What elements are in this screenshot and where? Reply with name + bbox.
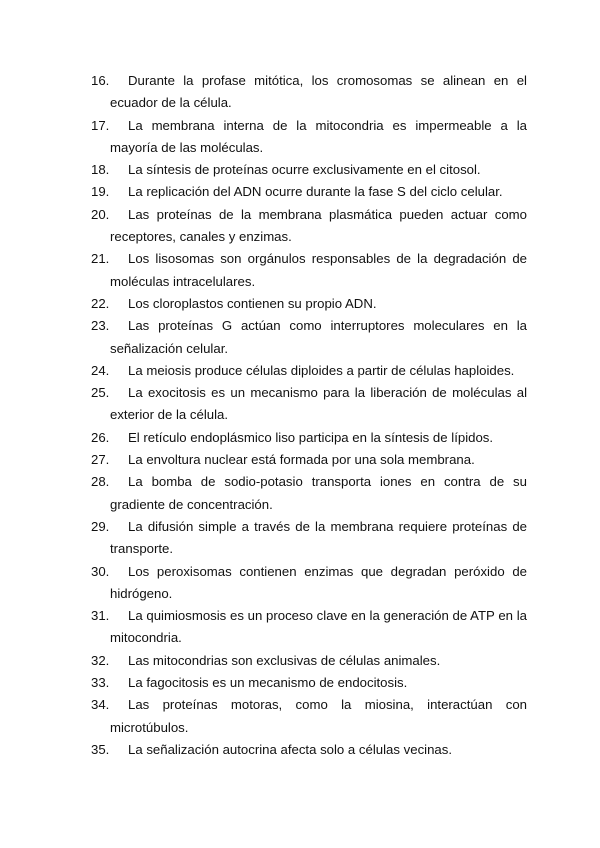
item-text: La exocitosis es un mecanismo para la liberación de moléculas al exterior de la célula. [110,385,527,423]
item-text: Las mitocondrias son exclusivas de células animales. [128,652,441,668]
item-number: 28. [91,474,110,490]
list-item [91,427,527,449]
item-text: Los peroxisomas contienen enzimas que degradan peróxido de hidrógeno. [110,563,527,601]
item-number: 19. [91,184,110,200]
list-item [91,449,527,471]
item-text: La meiosis produce células diploides a partir de células haploides. [128,362,515,378]
list-item [91,672,527,694]
list-item [91,516,527,561]
item-text: La difusión simple a través de la membrana requiere proteínas de transporte. [110,518,527,557]
item-number: 27. [91,452,110,468]
item-number: 21. [91,251,110,267]
list-item [91,181,527,203]
item-number: 30. [91,563,110,579]
list-item [91,70,527,115]
list-item [91,360,527,382]
item-text: La síntesis de proteínas ocurre exclusivamente en el citosol. [128,162,481,178]
item-text: La fagocitosis es un mecanismo de endocitosis. [128,675,408,691]
item-text: La bomba de sodio-potasio transporta iones en contra de su gradiente de concentración. [110,474,527,512]
item-number: 34. [91,697,110,713]
item-number: 33. [91,675,110,691]
item-text: Los cloroplastos contienen su propio ADN. [128,295,377,311]
list-item [91,293,527,315]
list-item [91,650,527,672]
item-number: 24. [91,362,110,378]
statement-list [91,70,527,761]
item-text: La envoltura nuclear está formada por una sola membrana. [128,452,475,468]
item-text: La quimiosmosis es un proceso clave en la generación de ATP en la mitocondria. [110,608,527,646]
list-item [91,159,527,181]
list-item [91,115,527,160]
list-item [91,605,527,650]
item-number: 18. [91,162,110,178]
list-item [91,561,527,606]
item-number: 20. [91,206,110,222]
item-number: 17. [91,117,110,133]
item-text: La replicación del ADN ocurre durante la fase S del ciclo celular. [128,184,503,200]
item-number: 31. [91,608,110,624]
item-text: Durante la profase mitótica, los cromosomas se alinean en el ecuador de la célula. [110,73,527,111]
list-item [91,694,527,739]
list-item [91,471,527,516]
item-number: 32. [91,652,110,668]
item-number: 26. [91,429,110,445]
list-item [91,382,527,427]
item-number: 22. [91,295,110,311]
item-text: Las proteínas motoras, como la miosina, interactúan con microtúbulos. [110,697,527,735]
item-number: 25. [91,385,110,401]
item-number: 35. [91,741,110,757]
item-text: Las proteínas G actúan como interruptores moleculares en la señalización celular. [110,318,527,356]
item-text: Los lisosomas son orgánulos responsables de la degradación de moléculas intracelulares. [110,251,527,289]
item-text: Las proteínas de la membrana plasmática pueden actuar como receptores, canales y enzimas. [110,206,527,245]
list-item [91,204,527,249]
item-number: 29. [91,518,110,534]
item-text: El retículo endoplásmico liso participa en la síntesis de lípidos. [128,429,494,445]
item-number: 16. [91,73,110,88]
list-item [91,739,527,761]
list-item [91,248,527,293]
list-item [91,315,527,360]
item-text: La señalización autocrina afecta solo a células vecinas. [128,741,453,757]
item-text: La membrana interna de la mitocondria es impermeable a la mayoría de las moléculas. [110,117,527,155]
item-number: 23. [91,318,110,334]
